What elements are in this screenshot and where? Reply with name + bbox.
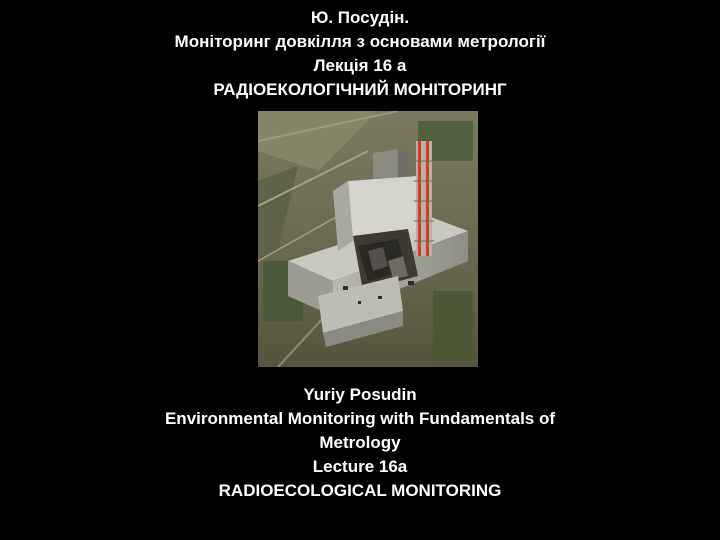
ukrainian-lecture-number: Лекція 16 а bbox=[313, 56, 407, 75]
ukrainian-topic: РАДІОЕКОЛОГІЧНИЙ МОНІТОРИНГ bbox=[213, 80, 507, 99]
english-topic: RADIOECOLOGICAL MONITORING bbox=[218, 481, 502, 500]
english-title-block bbox=[0, 383, 720, 503]
english-course-title-line2: Metrology bbox=[319, 433, 401, 452]
english-lecture-number: Lecture 16a bbox=[312, 457, 408, 476]
ukrainian-author: Ю. Посудін. bbox=[310, 8, 410, 27]
ukrainian-course-title: Моніторинг довкілля з основами метрології bbox=[174, 32, 546, 51]
english-course-title-line1: Environmental Monitoring with Fundamentals of bbox=[164, 409, 556, 428]
ukrainian-title-block bbox=[0, 6, 720, 102]
aerial-photo-damaged-reactor bbox=[258, 111, 478, 367]
english-author: Yuriy Posudin bbox=[303, 385, 417, 404]
